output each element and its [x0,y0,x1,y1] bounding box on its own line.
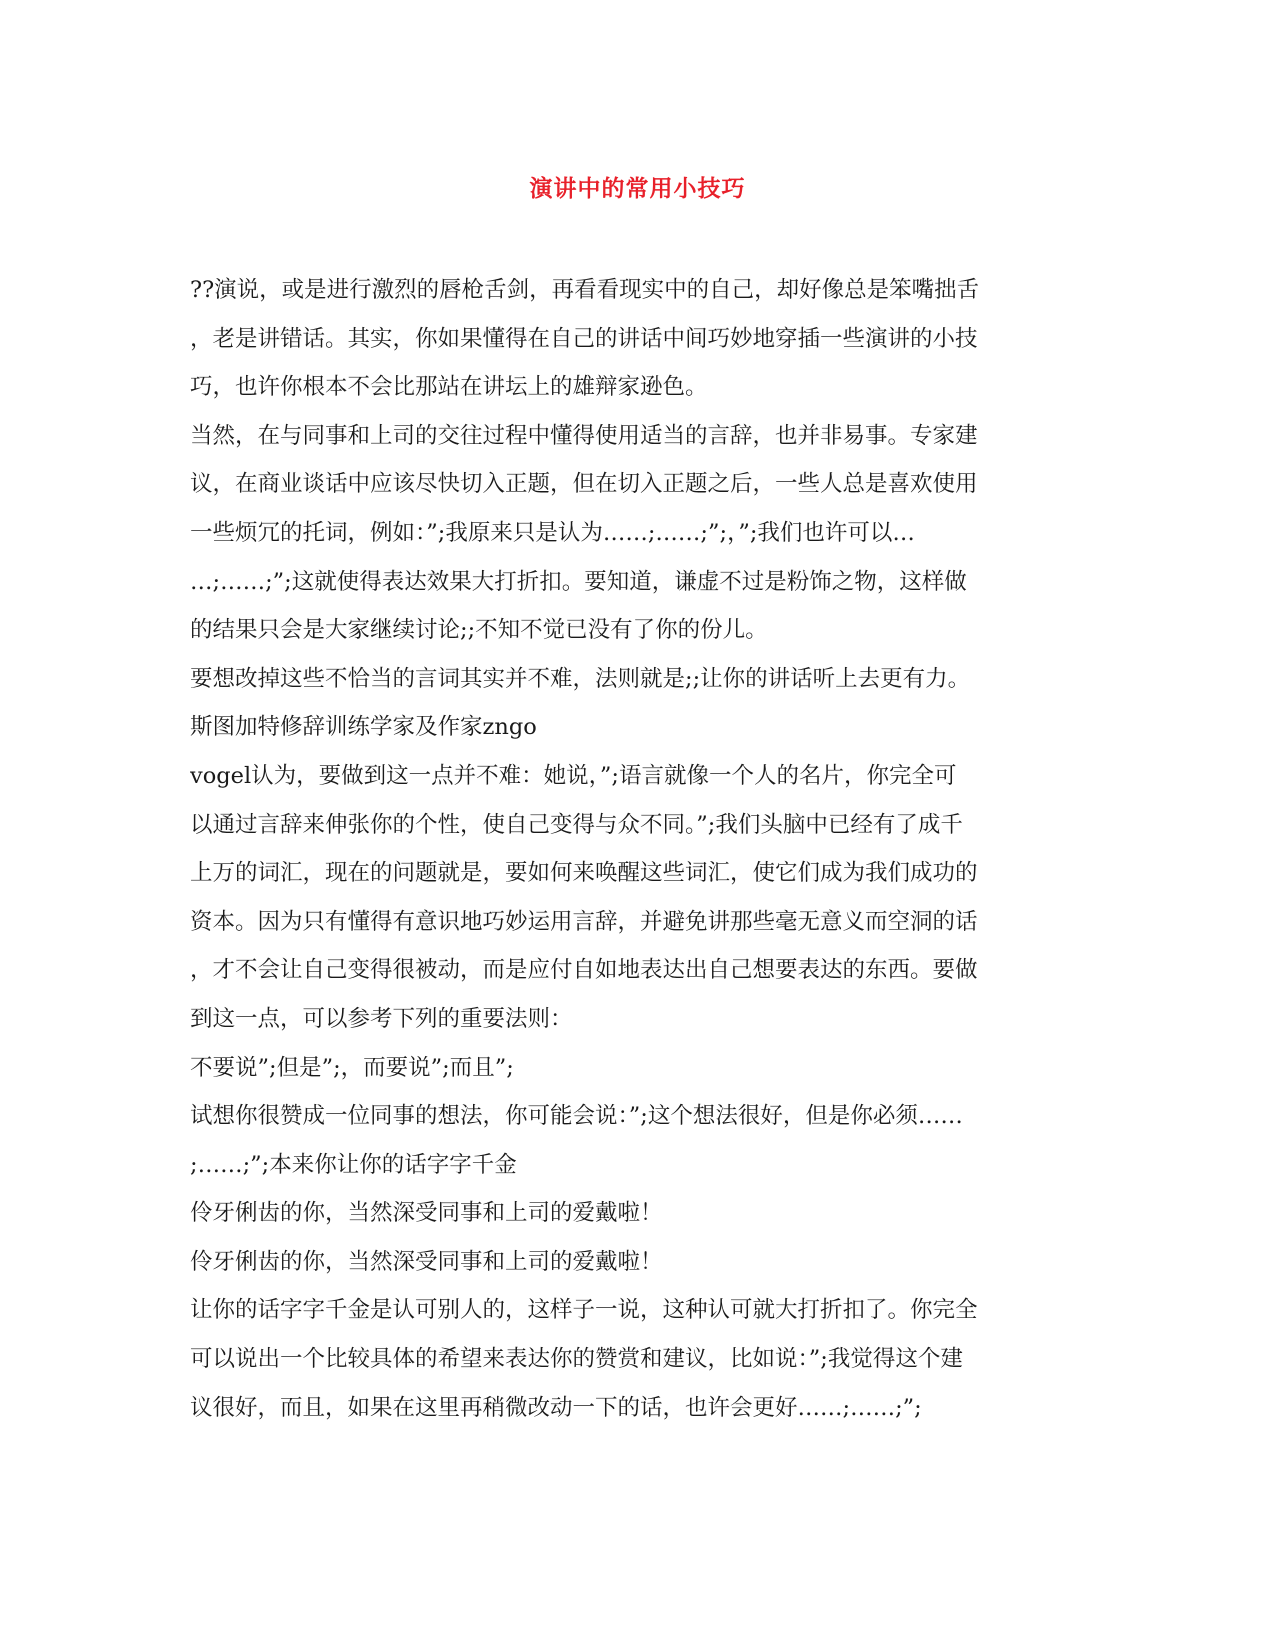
body-line: 议很好，而且，如果在这里再稍微改动一下的话，也许会更好……;……;”; [190,1394,922,1421]
body-line: …;……;”;这就使得表达效果大打折扣。要知道，谦虚不过是粉饰之物，这样做 [190,568,967,595]
body-line: 议，在商业谈话中应该尽快切入正题，但在切入正题之后，一些人总是喜欢使用 [190,471,978,498]
body-line: ，老是讲错话。其实，你如果懂得在自己的讲话中间巧妙地穿插一些演讲的小技 [190,325,978,352]
body-line: 试想你很赞成一位同事的想法，你可能会说：”;这个想法很好，但是你必须…… [190,1103,963,1130]
document-title: 演讲中的常用小技巧 [529,175,746,202]
body-line: vogel认为，要做到这一点并不难：她说，”;语言就像一个人的名片，你完全可 [190,762,957,789]
body-line: ;……;”;本来你让你的话字字千金 [190,1151,517,1178]
body-line: 让你的话字字千金是认可别人的，这样子一说，这种认可就大打折扣了。你完全 [190,1297,978,1324]
body-line: 要想改掉这些不恰当的言词其实并不难，法则就是;;让你的讲话听上去更有力。 [190,665,971,692]
body-line: 上万的词汇，现在的问题就是，要如何来唤醒这些词汇，使它们成为我们成功的 [190,860,978,887]
body-line: 伶牙俐齿的你，当然深受同事和上司的爱戴啦！ [190,1200,663,1227]
body-line: 巧，也许你根本不会比那站在讲坛上的雄辩家逊色。 [190,374,708,401]
body-line: 的结果只会是大家继续讨论;;不知不觉已没有了你的份儿。 [190,617,768,644]
body-line: 伶牙俐齿的你，当然深受同事和上司的爱戴啦！ [190,1248,663,1275]
body-line: ，才不会让自己变得很被动，而是应付自如地表达出自己想要表达的东西。要做 [190,957,978,984]
body-line: 不要说”;但是”;，而要说”;而且”; [190,1054,514,1081]
body-line: 当然，在与同事和上司的交往过程中懂得使用适当的言辞，也并非易事。专家建 [190,422,978,449]
body-line: 资本。因为只有懂得有意识地巧妙运用言辞，并避免讲那些毫无意义而空洞的话 [190,908,978,935]
body-line: 可以说出一个比较具体的希望来表达你的赞赏和建议，比如说：”;我觉得这个建 [190,1346,963,1373]
body-line: 以通过言辞来伸张你的个性，使自己变得与众不同。”;我们头脑中已经有了成千 [190,811,963,838]
body-line: ??演说，或是进行激烈的唇枪舌剑，再看看现实中的自己，却好像总是笨嘴拙舌 [190,277,980,303]
body-line: 到这一点，可以参考下列的重要法则： [190,1005,573,1032]
document-body [190,266,1080,1432]
body-line: 斯图加特修辞训练学家及作家zngo [190,714,537,741]
body-line: 一些烦冗的托词，例如：”;我原来只是认为……;……;”;，”;我们也许可以… [190,519,915,546]
